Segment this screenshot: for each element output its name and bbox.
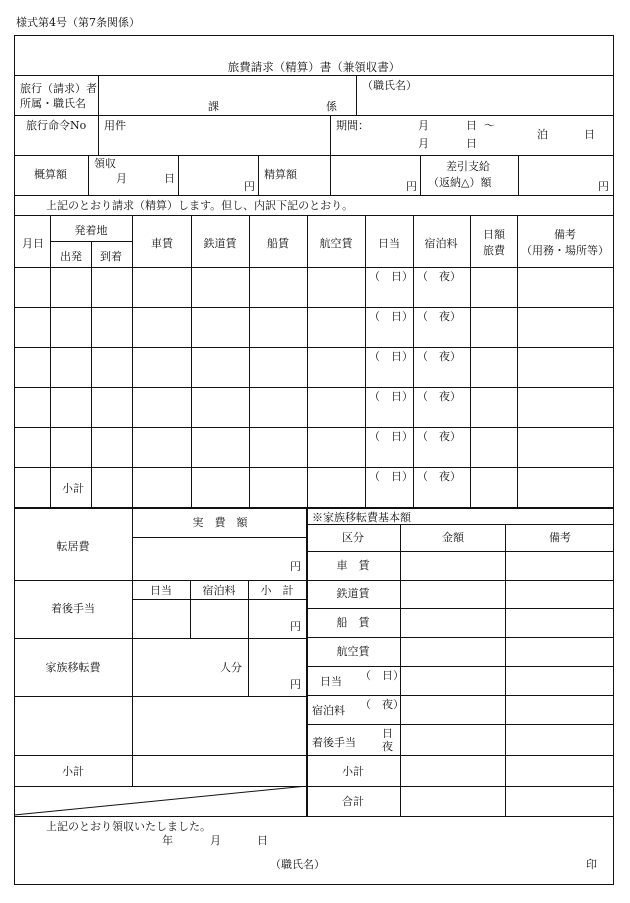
diagonal-line — [14, 786, 307, 816]
detail-cell[interactable] — [471, 428, 516, 466]
receipt-statement: 上記のとおり領収いたしました。 — [46, 820, 211, 833]
detail-cell[interactable] — [92, 348, 131, 386]
row-days-unit: （ 日） — [369, 310, 413, 323]
detail-cell[interactable] — [250, 468, 306, 506]
family-row-label: 船 賃 — [336, 616, 370, 629]
family-chakugo-day: 日 — [382, 727, 393, 740]
detail-cell[interactable] — [133, 348, 190, 386]
order-no-label: 旅行命令No — [26, 119, 87, 132]
detail-cell[interactable] — [92, 268, 131, 306]
family-title: ※家族移転費基本額 — [312, 511, 411, 524]
rule-h — [306, 666, 614, 667]
family-amount-cell[interactable] — [401, 696, 504, 723]
rule-v — [413, 215, 414, 508]
family-amount-cell[interactable] — [401, 525, 504, 550]
col-car: 車賃 — [151, 237, 173, 250]
rule-v — [365, 215, 366, 508]
detail-cell[interactable] — [250, 268, 306, 306]
period-start-month: 月 — [418, 119, 429, 132]
receipt-month: 月 — [210, 834, 221, 847]
seal-mark: 印 — [586, 858, 597, 871]
detail-cell[interactable] — [518, 388, 613, 426]
family-col-kingaku: 金額 — [442, 531, 464, 544]
detail-cell[interactable] — [471, 388, 516, 426]
receipt-position: （職氏名） — [270, 858, 325, 871]
nights-label: 泊 — [537, 128, 548, 141]
detail-cell[interactable] — [518, 308, 613, 346]
days-label: 日 — [584, 128, 595, 141]
detail-cell[interactable] — [308, 308, 364, 346]
family-amount-cell[interactable] — [401, 725, 504, 754]
detail-cell[interactable] — [133, 388, 190, 426]
kakari-label: 係 — [326, 100, 337, 113]
row-nights-unit: （ 夜） — [417, 430, 461, 443]
seisan-label: 精算額 — [264, 168, 297, 181]
family-amount-cell[interactable] — [506, 610, 613, 637]
detail-cell[interactable] — [471, 308, 516, 346]
detail-cell[interactable] — [518, 428, 613, 466]
detail-cell[interactable] — [308, 348, 364, 386]
col-fixed-2: 旅費 — [483, 244, 505, 257]
purpose-field[interactable] — [99, 130, 329, 154]
traveler-label: 旅行（請求）者 — [20, 82, 97, 95]
detail-cell[interactable] — [15, 308, 49, 346]
family-amount-cell[interactable] — [506, 639, 613, 665]
tenkyo-yen: 円 — [290, 560, 301, 573]
chakugo-yen: 円 — [290, 620, 301, 633]
kazoku-label: 家族移転費 — [45, 661, 101, 674]
chakugo-shukuhaku: 宿泊料 — [202, 584, 236, 597]
detail-cell[interactable] — [92, 308, 131, 346]
family-amount-cell[interactable] — [401, 667, 504, 694]
detail-cell[interactable] — [308, 468, 364, 506]
col-places: 発着地 — [74, 224, 108, 237]
tilde: ～ — [484, 119, 495, 132]
detail-cell[interactable] — [192, 468, 248, 506]
receipt-name-field[interactable] — [330, 850, 570, 874]
detail-cell[interactable] — [308, 388, 364, 426]
family-chakugo-night: 夜 — [382, 740, 393, 753]
family-chakugo: 着後手当 — [312, 736, 356, 749]
row-nights-unit: （ 夜） — [417, 390, 461, 403]
family-nittou: 日当 — [320, 675, 342, 688]
family-row-label: 鉄道賃 — [336, 587, 370, 600]
ninbun-label: 人分 — [220, 661, 242, 674]
family-amount-cell[interactable] — [506, 552, 613, 579]
family-amount-cell[interactable] — [401, 610, 504, 637]
col-ship: 船賃 — [267, 237, 289, 250]
detail-cell[interactable] — [15, 388, 49, 426]
family-subtotal: 小計 — [342, 765, 364, 778]
family-amount-cell[interactable] — [506, 696, 613, 723]
detail-cell[interactable] — [133, 308, 190, 346]
request-statement: 上記のとおり請求（精算）します。但し、内訳下記のとおり。 — [46, 199, 354, 212]
detail-cell[interactable] — [51, 428, 90, 466]
detail-cell[interactable] — [51, 308, 90, 346]
form-title: 旅費請求（精算）書（兼領収書） — [227, 60, 401, 74]
position-label: （職氏名） — [362, 79, 417, 92]
seisan-yen: 円 — [406, 180, 417, 193]
col-arrive: 到着 — [100, 250, 122, 263]
detail-cell[interactable] — [51, 388, 90, 426]
detail-cell[interactable] — [518, 348, 613, 386]
detail-cell[interactable] — [92, 388, 131, 426]
family-shukuhaku: 宿泊料 — [312, 704, 345, 717]
col-remarks: 備考 — [554, 228, 576, 241]
family-row-label: 車 賃 — [336, 559, 370, 572]
detail-cell[interactable] — [192, 388, 248, 426]
family-total: 合計 — [342, 795, 364, 808]
family-amount-cell[interactable] — [401, 756, 504, 785]
row-days-unit: （ 日） — [369, 270, 413, 283]
family-amount-cell[interactable] — [506, 725, 613, 754]
traveler-label-2: 所属・職氏名 — [20, 97, 86, 110]
actual-cost-label: 実 費 額 — [192, 516, 248, 529]
detail-cell[interactable] — [192, 348, 248, 386]
tenkyo-label: 転居費 — [56, 540, 90, 553]
form-number: 様式第4号（第7条関係） — [16, 16, 140, 29]
detail-cell[interactable] — [471, 268, 516, 306]
family-amount-cell[interactable] — [506, 667, 613, 694]
row-nights-unit: （ 夜） — [417, 310, 461, 323]
tenkyo-amount-field[interactable] — [133, 538, 305, 578]
rule-h — [306, 608, 614, 609]
ka-label: 課 — [208, 100, 219, 113]
family-amount-cell[interactable] — [401, 581, 504, 608]
detail-cell[interactable] — [133, 428, 190, 466]
sashihiki-yen: 円 — [598, 180, 609, 193]
receipt-year: 年 — [162, 834, 173, 847]
col-depart: 出発 — [60, 250, 82, 263]
row-days-unit: （ 日） — [369, 350, 413, 363]
receipt-day: 日 — [257, 834, 268, 847]
chakugo-shokei: 小 計 — [260, 584, 294, 597]
period-end-month: 月 — [418, 137, 429, 150]
detail-cell[interactable] — [518, 268, 613, 306]
gaisan-yen: 円 — [244, 180, 255, 193]
detail-cell[interactable] — [308, 428, 364, 466]
rule-h — [306, 786, 614, 787]
detail-cell[interactable] — [133, 268, 190, 306]
detail-cell[interactable] — [92, 428, 131, 466]
detail-cell[interactable] — [192, 268, 248, 306]
ryoushu-day: 日 — [164, 172, 175, 185]
family-amount-cell[interactable] — [506, 581, 613, 608]
row-days-unit: （ 日） — [369, 390, 413, 403]
col-remarks-2: （用務・場所等） — [521, 244, 609, 257]
detail-cell[interactable] — [192, 428, 248, 466]
detail-cell[interactable] — [15, 268, 49, 306]
gaisan-amount-field[interactable] — [179, 156, 257, 194]
col-air: 航空賃 — [319, 237, 353, 250]
detail-cell[interactable] — [471, 348, 516, 386]
period-end-day: 日 — [466, 137, 477, 150]
gaisan-label: 概算額 — [34, 168, 67, 181]
col-daily: 日当 — [378, 237, 400, 250]
detail-cell[interactable] — [51, 348, 90, 386]
detail-cell[interactable] — [518, 468, 613, 506]
detail-cell[interactable] — [192, 308, 248, 346]
sashihiki-label: 差引支給 — [446, 160, 490, 173]
ryoushu-month: 月 — [116, 172, 127, 185]
sashihiki-label-2: （返納△）額 — [428, 176, 492, 189]
purpose-label: 用件 — [104, 119, 126, 132]
family-amount-cell[interactable] — [401, 552, 504, 579]
ryoushu-label: 領収 — [94, 157, 116, 170]
detail-cell[interactable] — [250, 428, 306, 466]
row-nights-unit: （ 夜） — [417, 350, 461, 363]
chakugo-label: 着後手当 — [51, 602, 95, 615]
col-lodging: 宿泊料 — [424, 237, 458, 250]
row-days-unit: （ 日） — [369, 430, 413, 443]
kazoku-yen: 円 — [290, 678, 301, 691]
chakugo-nittou: 日当 — [150, 584, 172, 597]
family-col-bikou: 備考 — [549, 531, 571, 544]
family-row-label: 航空賃 — [336, 645, 370, 658]
detail-cell[interactable] — [250, 308, 306, 346]
rule-h — [50, 241, 132, 242]
family-nittou-unit: （ 日） — [360, 669, 404, 682]
family-shukuhaku-unit: （ 夜） — [360, 698, 404, 711]
moving-subtotal-label: 小計 — [62, 765, 84, 778]
row-days-unit: （ 日） — [369, 470, 413, 483]
rule-h — [306, 637, 614, 638]
detail-subtotal-label: 小計 — [62, 482, 84, 495]
family-amount-cell[interactable] — [506, 525, 613, 550]
col-rail: 鉄道賃 — [203, 237, 237, 250]
detail-cell[interactable] — [51, 268, 90, 306]
detail-cell[interactable] — [15, 348, 49, 386]
traveler-name-field[interactable] — [99, 76, 355, 114]
detail-cell[interactable] — [15, 428, 49, 466]
detail-cell[interactable] — [471, 468, 516, 506]
period-start-day: 日 — [466, 119, 477, 132]
sashihiki-amount-field[interactable] — [519, 156, 613, 194]
family-col-kubun: 区分 — [342, 531, 364, 544]
period-label: 期間： — [336, 119, 369, 132]
seisan-amount-field[interactable] — [331, 156, 419, 194]
row-nights-unit: （ 夜） — [417, 470, 461, 483]
detail-cell[interactable] — [250, 388, 306, 426]
col-fixed: 日額 — [483, 228, 505, 241]
detail-cell[interactable] — [308, 268, 364, 306]
col-date: 月日 — [22, 237, 44, 250]
detail-cell[interactable] — [133, 468, 190, 506]
row-nights-unit: （ 夜） — [417, 270, 461, 283]
family-amount-cell[interactable] — [506, 756, 613, 785]
family-amount-cell[interactable] — [401, 639, 504, 665]
detail-cell[interactable] — [250, 348, 306, 386]
